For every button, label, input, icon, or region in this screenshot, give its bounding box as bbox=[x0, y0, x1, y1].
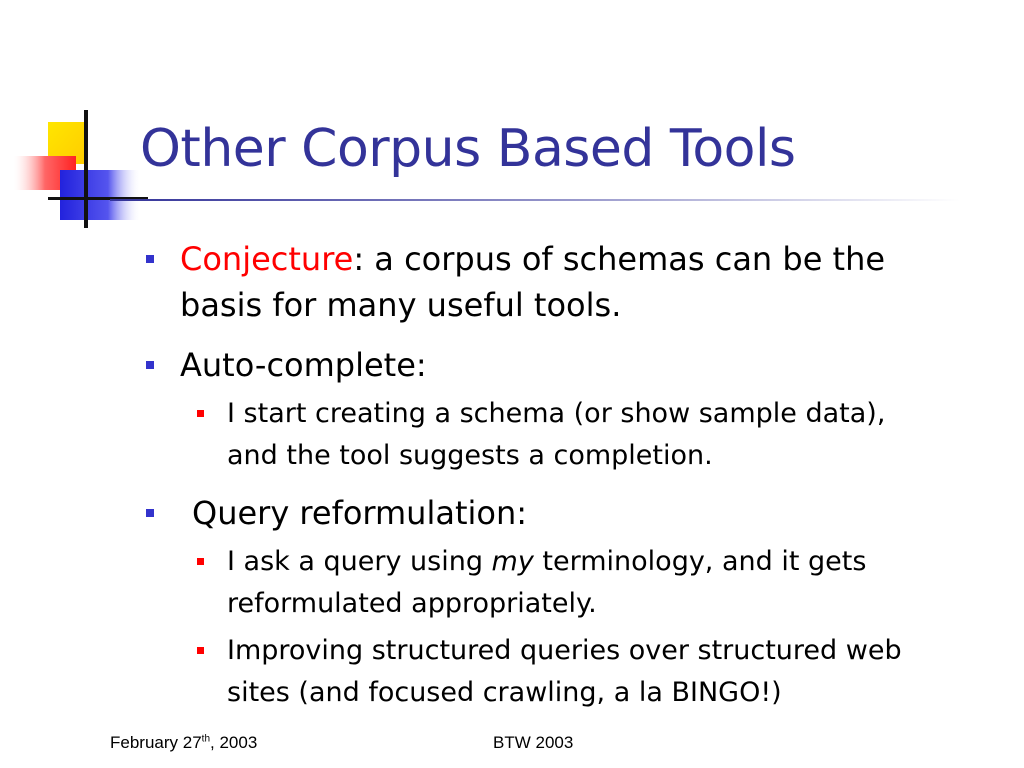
title-underline bbox=[110, 199, 960, 201]
footer-date-superscript: th bbox=[201, 733, 211, 745]
square-bullet-icon bbox=[146, 255, 154, 263]
square-subbullet-icon bbox=[197, 410, 204, 417]
query-sub2-line2: sites (and focused crawling, a la BINGO!) bbox=[227, 677, 782, 708]
query-sub1-line2: reformulated appropriately. bbox=[227, 588, 597, 619]
query-sub1-after: terminology, and it gets bbox=[533, 546, 867, 577]
subbullet-query-terminology bbox=[227, 541, 997, 625]
slide-title: Other Corpus Based Tools bbox=[140, 119, 796, 179]
square-subbullet-icon bbox=[197, 647, 204, 654]
conjecture-highlight: Conjecture bbox=[180, 240, 354, 278]
query-reformulation-label: Query reformulation: bbox=[192, 494, 528, 532]
footer-date-prefix: February 27 bbox=[110, 733, 202, 752]
footer-conference: BTW 2003 bbox=[493, 733, 574, 752]
query-sub2-line1: Improving structured queries over structured web bbox=[227, 635, 902, 666]
bullet-conjecture bbox=[180, 236, 980, 328]
conjecture-text: : a corpus of schemas can be the bbox=[353, 240, 886, 278]
auto-complete-sub-line1: I start creating a schema (or show sample data), bbox=[227, 398, 886, 429]
decorative-squares-logo bbox=[0, 100, 150, 240]
auto-complete-label: Auto-complete: bbox=[180, 346, 427, 384]
square-subbullet-icon bbox=[197, 558, 204, 565]
conjecture-text-line2: basis for many useful tools. bbox=[180, 286, 622, 324]
query-sub1-before: I ask a query using bbox=[227, 546, 492, 577]
bullet-query-reformulation bbox=[180, 490, 980, 536]
subbullet-auto-complete bbox=[227, 393, 997, 477]
auto-complete-sub-line2: and the tool suggests a completion. bbox=[227, 440, 713, 471]
footer-date-suffix: , 2003 bbox=[210, 733, 258, 752]
query-sub1-emphasis: my bbox=[491, 546, 534, 577]
square-bullet-icon bbox=[146, 509, 154, 517]
square-bullet-icon bbox=[146, 361, 154, 369]
bullet-auto-complete bbox=[180, 342, 980, 388]
subbullet-structured-queries bbox=[227, 630, 997, 714]
footer-date bbox=[110, 733, 257, 753]
